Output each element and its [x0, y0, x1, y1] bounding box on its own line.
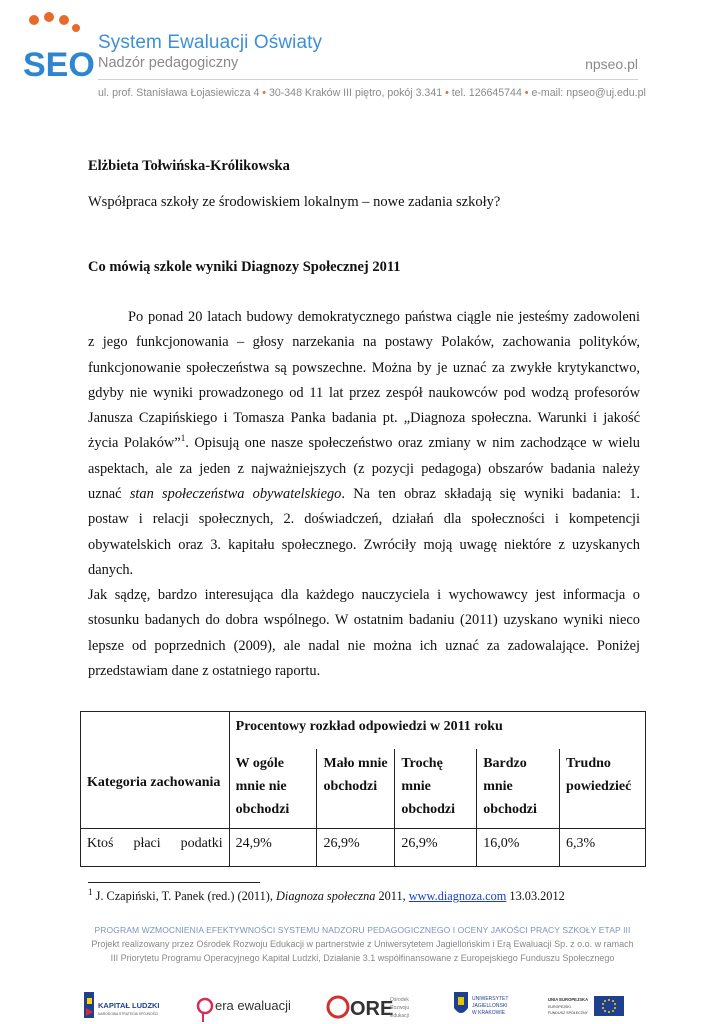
paragraph-line: gdyby nie wyniki prowadzonego od 11 lat przez zespół naukowców pod wodzą profesorów: [88, 384, 640, 401]
table-cell: 16,0%: [477, 829, 560, 867]
paragraph-line: przedstawiam dane z ostatniego raportu.: [88, 662, 321, 679]
category-header: Kategoria zachowania: [81, 712, 230, 829]
article-subtitle: Współpraca szkoły ze środowiskiem lokalnym – nowe zadania szkoły?: [88, 194, 501, 210]
paragraph-line: postaw i relacji społecznych, 2. doświadczeń, działań dla społeczności i kompetencji: [88, 511, 640, 528]
table-cell: 26,9%: [317, 829, 395, 867]
svg-text:Edukacji: Edukacji: [390, 1013, 409, 1019]
uj-logo: [450, 988, 520, 1024]
separator-dot: •: [524, 87, 529, 99]
section-title: Co mówią szkole wyniki Diagnozy Społecznej 2011: [88, 259, 401, 275]
footnote: $^1$ J. Czapiński, T. Panek (red.) (2011), Diagnoza społeczna 2011, www.diagnoza.com 13.03.2012: [88, 886, 565, 903]
svg-text:UNIA EUROPEJSKA: UNIA EUROPEJSKA: [548, 997, 589, 1002]
era-ewaluacji-logo: [195, 990, 291, 1024]
funding-info: III Priorytetu Programu Operacyjnego Kapitał Ludzki, Działanie 3.1 współfinansowane z Europejskiego Funduszu Społecznego: [110, 953, 615, 963]
paragraph-line: Po ponad 20 latach budowy demokratycznego państwa ciągle nie jesteśmy zadowoleni: [128, 309, 640, 325]
svg-text:Rozwoju: Rozwoju: [390, 1005, 410, 1011]
column-header: W ogóle mnie nie obchodzi: [229, 749, 317, 829]
paragraph-line: Jak sądzę, bardzo interesująca dla każdego nauczyciela i wychowawcy jest informacja o: [88, 587, 640, 603]
group-header: Procentowy rozkład odpowiedzi w 2011 roku: [229, 712, 645, 749]
table-header-row: [81, 712, 646, 749]
project-info: Projekt realizowany przez Ośrodek Rozwoju Edukacji w partnerstwie z Uniwersytetem Jagiellońskim i Erą Ewaluacji Sp. z o.o. w ramach: [91, 939, 634, 949]
author-name: Elżbieta Tołwińska-Królikowska: [88, 158, 290, 174]
brand-subtitle: Nadzór pedagogiczny: [98, 55, 239, 71]
eu-logo: [546, 992, 626, 1022]
address-city: 30-348 Kraków III piętro, pokój 3.341: [268, 87, 443, 99]
logo-text: SEO: [23, 46, 95, 84]
svg-text:era ewaluacji: era ewaluacji: [215, 998, 291, 1013]
table-cell: 6,3%: [560, 829, 646, 867]
footnote-ref[interactable]: 1: [180, 433, 186, 444]
separator-dot: •: [445, 87, 449, 99]
paragraph-line: funkcjonowanie społeczeństwa są powszechne. Można by je uznać za zwykłe krytykanctwo,: [88, 359, 640, 376]
paragraph-1: [88, 305, 640, 583]
row-label: Ktoś płaci podatki: [81, 829, 230, 867]
ore-logo: [326, 991, 420, 1023]
brand-url[interactable]: npseo.pl: [585, 56, 638, 72]
paragraph-line: życia Polaków”$^1$. Opisują one nasze społeczeństwo oraz zmiany w nim zachodzące w wielu: [88, 433, 640, 452]
svg-text:KAPITAŁ LUDZKI: KAPITAŁ LUDZKI: [98, 1001, 160, 1010]
svg-text:EUROPEJSKI: EUROPEJSKI: [548, 1005, 571, 1009]
program-title: PROGRAM WZMOCNIENIA EFEKTYWNOŚCI SYSTEMU NADZORU PEDAGOGICZNEGO I OCENY JAKOŚCI PRACY SZKOŁY ETAP III: [94, 925, 631, 935]
svg-text:NARODOWA STRATEGIA SPÓJNOŚCI: NARODOWA STRATEGIA SPÓJNOŚCI: [98, 1012, 159, 1016]
separator-dot: •: [262, 87, 267, 99]
results-table: [80, 711, 646, 867]
table-cell: 24,9%: [229, 829, 317, 867]
seo-logo: [22, 12, 95, 84]
column-header: Mało mnie obchodzi: [317, 749, 395, 829]
column-header: Trudno powiedzieć: [560, 749, 646, 829]
address-email: e-mail: npseo@uj.edu.pl: [531, 87, 646, 99]
svg-text:Ośrodek: Ośrodek: [390, 997, 409, 1003]
svg-text:W KRAKOWIE: W KRAKOWIE: [472, 1010, 506, 1016]
paragraph-2: [88, 583, 640, 684]
paragraph-line: aspektach, ale za jeden z najważniejszych (z pozycji pedagoga) obszarów badania należy: [88, 460, 640, 477]
address-street: ul. prof. Stanisława Łojasiewicza 4: [98, 87, 260, 99]
svg-text:JAGIELLOŃSKI: JAGIELLOŃSKI: [472, 1003, 508, 1009]
footnote-divider: [88, 882, 260, 883]
address-phone: tel. 126645744: [451, 87, 522, 99]
svg-text:UNIWERSYTET: UNIWERSYTET: [472, 996, 509, 1002]
paragraph-line: danych.: [88, 561, 134, 578]
paragraph-line: lepsze od poprzednich (2009), ale nadal nie można ich uznać za zadowalające. Poniżej: [88, 637, 640, 654]
svg-text:ORE: ORE: [350, 998, 394, 1020]
table-cell: 26,9%: [395, 829, 477, 867]
paragraph-line: z jego funkcjonowania – głosy narzekania na postawy Polaków, zachowania polityków,: [88, 334, 640, 351]
emphasis-text: stan społeczeństwa obywatelskiego: [129, 486, 342, 503]
column-header: Bardzo mnie obchodzi: [477, 749, 560, 829]
table-row: [81, 829, 646, 867]
paragraph-line: stosunku badanych do dobra wspólnego. W ostatnim badaniu (2011) uzyskano wyniki nieco: [88, 612, 640, 629]
brand-title: System Ewaluacji Oświaty: [98, 32, 323, 53]
column-header: Trochę mnie obchodzi: [395, 749, 477, 829]
paragraph-line: obywatelskich oraz 3. kapitału społecznego. Zwróciły moją uwagę niektóre z uzyskanych: [88, 536, 640, 553]
footnote-number: 1: [88, 886, 93, 897]
footnote-link[interactable]: www.diagnoza.com: [408, 889, 507, 903]
kapital-ludzki-logo: [82, 988, 162, 1022]
paragraph-line: Janusza Czapińskiego i Tomasza Panka badania pt. „Diagnoza społeczna. Warunki i jakość: [88, 410, 640, 427]
contact-address: [98, 87, 658, 99]
footnote-title: Diagnoza społeczna: [276, 889, 376, 903]
paragraph-line: uznać stan społeczeństwa obywatelskiego. Na ten obraz składają się wyniki badania: 1.: [88, 486, 640, 503]
header-divider: [98, 79, 638, 80]
svg-text:FUNDUSZ SPOŁECZNY: FUNDUSZ SPOŁECZNY: [548, 1011, 588, 1015]
